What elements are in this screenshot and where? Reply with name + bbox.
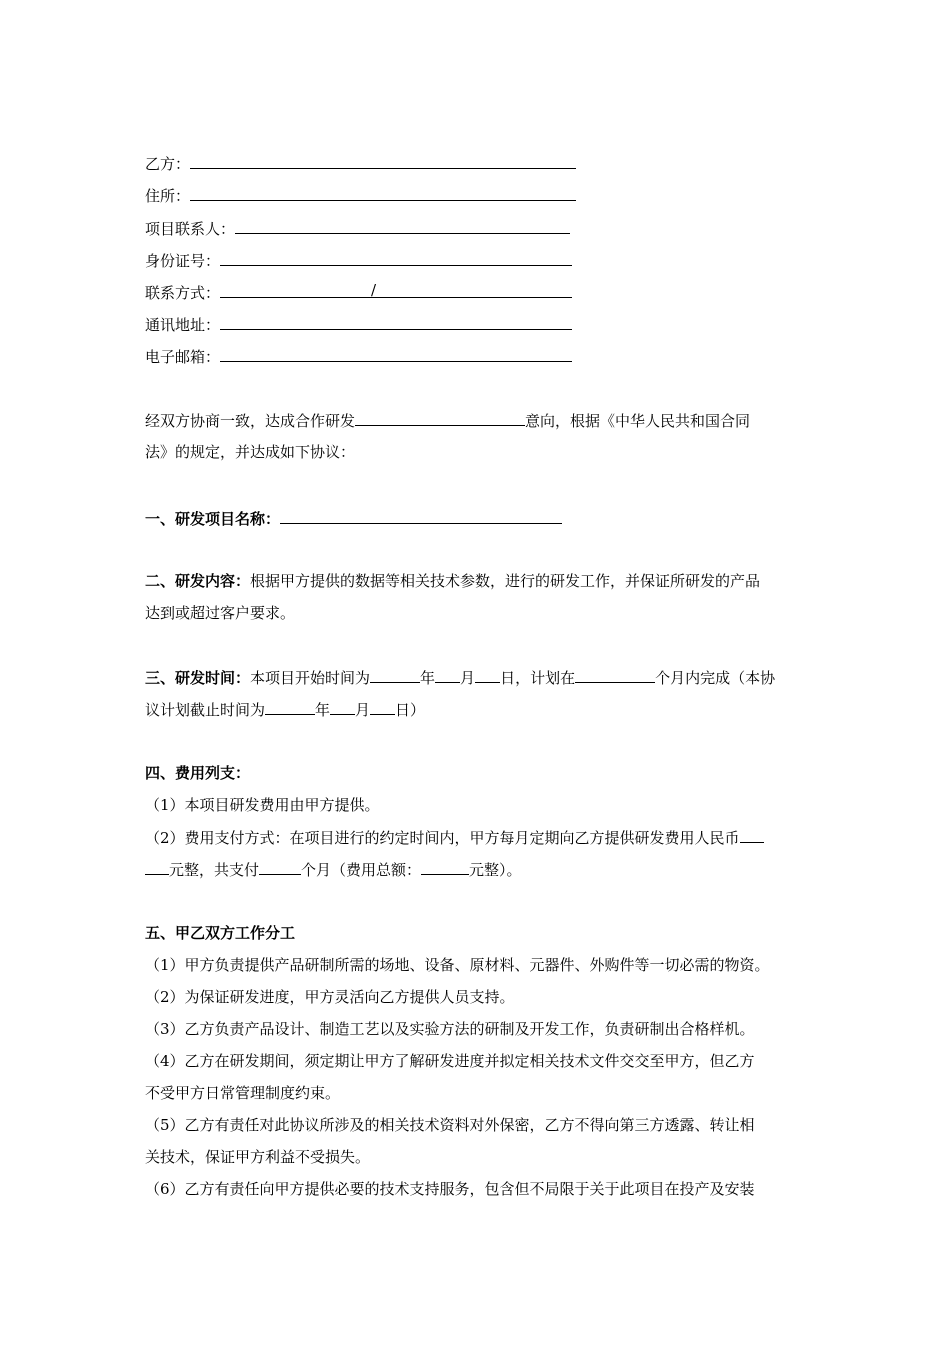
contact-separator: / (371, 281, 377, 299)
party-b-address-row (145, 185, 576, 206)
party-b-address-label: 住所： (145, 187, 191, 205)
email-blank[interactable] (220, 346, 572, 362)
section-5-line: 不受甲方日常管理制度约束。 (145, 1084, 341, 1102)
section-2-heading: 二、研发内容： (145, 572, 251, 590)
party-b-name-row (145, 153, 576, 174)
section-3-line-2 (145, 699, 425, 720)
section-4-heading: 四、费用列支： (145, 764, 251, 782)
party-b-name-blank[interactable] (190, 153, 576, 169)
intro-line-1 (145, 410, 750, 431)
month-text: 月 (460, 669, 476, 687)
end-year-blank[interactable] (265, 699, 315, 715)
section-5-line: （1）甲方负责提供产品研制所需的场地、设备、原材料、元器件、外购件等一切必需的物资。 (145, 956, 770, 974)
section-2-line-1 (145, 571, 760, 591)
payment-method-text: （2）费用支付方式：在项目进行的约定时间内，甲方每月定期向乙方提供研发费用人民币 (145, 829, 740, 847)
section-5-line: （4）乙方在研发期间，须定期让甲方了解研发进度并拟定相关技术文件交交至甲方，但乙方 (145, 1052, 755, 1070)
intro-text-1: 经双方协商一致，达成合作研发 (145, 412, 356, 430)
total-fee-blank[interactable] (421, 859, 469, 875)
cooperation-blank[interactable] (355, 410, 525, 426)
contact-person-label: 项目联系人： (145, 220, 236, 238)
monthly-fee-blank-part2[interactable] (145, 859, 169, 875)
section-5-line: （5）乙方有责任对此协议所涉及的相关技术资料对外保密，乙方不得向第三方透露、转让相 (145, 1116, 755, 1134)
duration-months-blank[interactable] (575, 667, 655, 683)
day-text: 日 (500, 669, 516, 687)
email-label: 电子邮箱： (145, 348, 221, 366)
contact-method-label: 联系方式： (145, 284, 221, 302)
mail-address-label: 通讯地址： (145, 316, 221, 334)
end-year-text: 年 (315, 701, 331, 719)
intro-line-2: 法》的规定，并达成如下协议： (145, 443, 356, 461)
section-5-line: （2）为保证研发进度，甲方灵活向乙方提供人员支持。 (145, 988, 515, 1006)
section-5-line: （3）乙方负责产品设计、制造工艺以及实验方法的研制及开发工作，负责研制出合格样机。 (145, 1020, 755, 1038)
start-day-blank[interactable] (475, 667, 500, 683)
end-time-text: 议计划截止时间为 (145, 701, 266, 719)
section-4-item-2-line-1 (145, 827, 764, 848)
section-5-heading: 五、甲乙双方工作分工 (145, 924, 296, 942)
section-3-heading: 三、研发时间： (145, 669, 251, 687)
monthly-fee-blank-part1[interactable] (740, 827, 764, 843)
section-1-heading: 一、研发项目名称： (145, 510, 281, 528)
section-4-item-2-line-2 (145, 859, 522, 880)
start-month-blank[interactable] (435, 667, 460, 683)
total-fee-label: 个月（费用总额： (301, 861, 422, 879)
section-2-line-2: 达到或超过客户要求。 (145, 604, 296, 622)
id-number-blank[interactable] (220, 250, 572, 266)
id-number-label: 身份证号： (145, 252, 221, 270)
months-count-blank[interactable] (259, 859, 301, 875)
contact-person-blank[interactable] (235, 218, 570, 234)
project-name-blank[interactable] (280, 508, 562, 524)
plan-text: ，计划在 (515, 669, 576, 687)
end-day-blank[interactable] (370, 699, 395, 715)
start-time-text: 本项目开始时间为 (250, 669, 371, 687)
yuan-end-text: 元整）。 (469, 861, 522, 879)
contact-method-row (145, 282, 572, 303)
mail-address-blank[interactable] (220, 314, 572, 330)
party-b-address-blank[interactable] (190, 185, 576, 201)
section-3-line-1 (145, 667, 775, 688)
id-number-row (145, 250, 572, 271)
mail-address-row (145, 314, 572, 335)
year-text: 年 (420, 669, 436, 687)
section-1 (145, 508, 562, 529)
section-5-line: （6）乙方有责任向甲方提供必要的技术支持服务，包含但不局限于关于此项目在投产及安装 (145, 1180, 755, 1198)
complete-text: 个月内完成（本协 (655, 669, 776, 687)
start-year-blank[interactable] (370, 667, 420, 683)
section-4-item-1: （1）本项目研发费用由甲方提供。 (145, 796, 380, 814)
contact-method-blank[interactable] (220, 282, 572, 298)
end-month-text: 月 (355, 701, 371, 719)
intro-text-2: 意向，根据《中华人民共和国合同 (525, 412, 751, 430)
contact-person-row (145, 218, 570, 239)
section-5-line: 关技术，保证甲方利益不受损失。 (145, 1148, 371, 1166)
yuan-total-text: 元整，共支付 (169, 861, 260, 879)
party-b-name-label: 乙方： (145, 155, 191, 173)
end-month-blank[interactable] (330, 699, 355, 715)
section-2-text-1: 根据甲方提供的数据等相关技术参数，进行的研发工作，并保证所研发的产品 (250, 572, 761, 590)
email-row (145, 346, 572, 367)
end-day-text: 日） (395, 701, 426, 719)
